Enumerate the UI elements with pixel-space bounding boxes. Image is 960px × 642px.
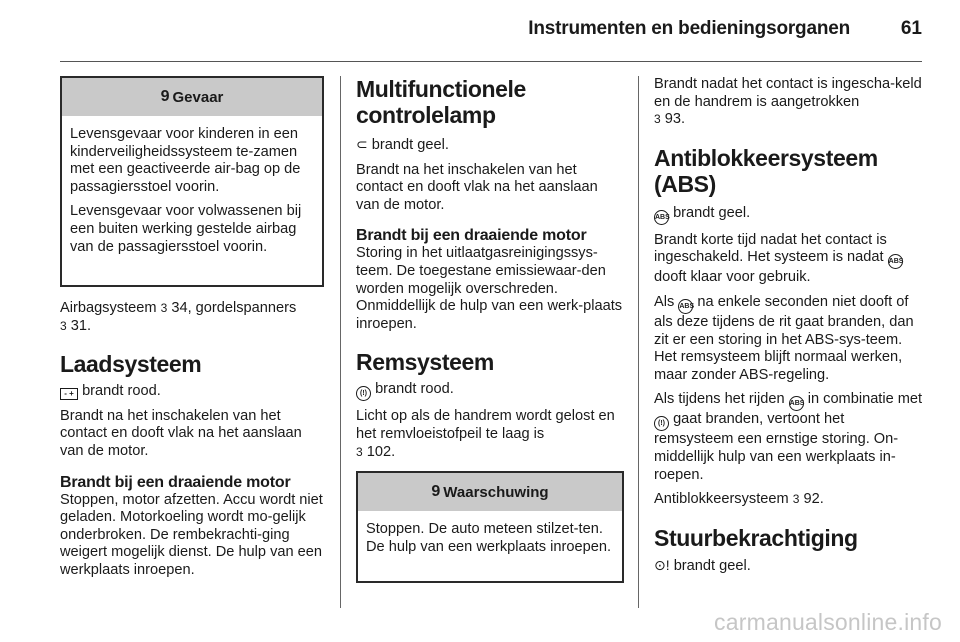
section-heading-stuurbekrachtiging: Stuurbekrachtiging [654,524,858,551]
reference-arrow-icon: 3 [356,444,363,459]
mf-symbol-line: ⊂ brandt geel. [356,136,449,153]
danger-box-title: Gevaar [172,88,224,106]
mf-paragraph: Brandt na het inschakelen van het contact en dooft vlak na het aanslaan van de motor. [356,161,598,213]
danger-paragraph-2: Levensgevaar voor volwassenen bij een buiten werking gestelde airbag van de passagiersstoel voorin. [70,203,302,255]
abs-icon: ABS [789,396,804,411]
abs-paragraph-3: Als tijdens het rijden ABS in combinatie met (!) gaat branden, vertoont het remsysteem een ernstige storing. On-middellijk hulp van een werkplaats in-roepen. [654,391,923,483]
danger-paragraph-1: Levensgevaar voor kinderen in een kinderveiligheidssysteem te-zamen met een geactiveerde air-bag op de passagiersstoel voorin. [70,126,301,195]
engine-icon: ⊂ [356,136,368,152]
page-header [60,18,922,46]
watermark: carmanualsonline.info [714,609,942,635]
mf-sub-paragraph: Storing in het uitlaatgasreinigingssys-teem. De toegestane emissiewaar-den worden mogelijk overschreden. Onmiddellijk de hulp van een werk-plaats inroepen. [356,245,623,332]
warning-triangle-icon: 9 [160,88,170,105]
abs-symbol-line: ABS brandt geel. [654,205,924,225]
abs-paragraph-2: Als ABS na enkele seconden niet dooft of als deze tijdens de rit gaat branden, dan zit er een storing in het ABS-sys-teem. Het remsysteem blijft normaal werken, maar zonder ABS-regeling. [654,293,914,383]
header-divider [60,61,922,62]
warning-box-body [358,511,622,567]
column-divider-1 [340,76,341,608]
laad-symbol-line: - + brandt rood. [60,383,324,401]
section-heading-laadsysteem: Laadsysteem [60,351,202,378]
warning-box-header [358,473,622,511]
rem-paragraph: Licht op als de handrem wordt gelost en het remvloeistofpeil te laag is 3 102. [356,408,615,460]
danger-box-body [62,116,322,267]
danger-box-header [62,78,322,116]
laad-subheading: Brandt bij een draaiende motor [60,473,291,491]
reference-arrow-icon: 3 [60,318,67,333]
column-1 [60,76,324,587]
abs-icon: ABS [654,210,669,225]
warning-box [356,471,624,583]
column-divider-2 [638,76,639,608]
laad-sub-paragraph: Stoppen, motor afzetten. Accu wordt niet geladen. Motorkoeling wordt mo-gelijk onderbroken. De rembekrachti-ging weigert mogelijk dienst. De hulp van een werkplaats inroepen. [60,491,323,578]
brake-icon: (!) [356,386,371,401]
abs-icon: ABS [888,254,903,269]
abs-icon: ABS [678,299,693,314]
page-number: 61 [900,18,922,39]
reference-arrow-icon: 3 [160,301,168,315]
section-heading-remsysteem: Remsysteem [356,349,494,376]
column-2 [356,76,624,583]
mf-subheading: Brandt bij een draaiende motor [356,227,587,245]
warning-paragraph: Stoppen. De auto meteen stilzet-ten. De hulp van een werkplaats inroepen. [366,521,612,555]
intro-paragraph: Brandt nadat het contact is ingescha-keld en de handrem is aangetrokken 3 93. [654,76,922,128]
brake-icon: (!) [654,416,669,431]
section-heading-multifunctionele: Multifunctionele controlelamp [356,76,526,128]
steering-icon: ⊙! [654,556,670,573]
warning-box-title: Waarschuwing [443,483,549,501]
reference-arrow-icon: 3 [792,492,800,507]
rem-symbol-line: (!) brandt rood. [356,381,624,401]
laad-paragraph: Brandt na het inschakelen van het contact en dooft vlak na het aanslaan van de motor. [60,407,302,459]
abs-reference: Antiblokkeersysteem 3 92. [654,491,824,508]
column-3 [654,76,924,582]
section-heading-abs: Antiblokkeersysteem (ABS) [654,144,878,197]
stuur-symbol-line: ⊙! brandt geel. [654,556,751,574]
airbag-reference: Airbagsysteem 3 34, gordelspanners 3 31. [60,300,297,334]
abs-paragraph-1: Brandt korte tijd nadat het contact is ingeschakeld. Het systeem is nadat ABS dooft klaar voor gebruik. [654,231,904,286]
danger-box [60,76,324,287]
warning-triangle-icon: 9 [431,483,441,501]
reference-arrow-icon: 3 [654,112,661,127]
battery-icon: - + [60,388,78,400]
page-title: Instrumenten en bedieningsorganen [528,18,850,39]
